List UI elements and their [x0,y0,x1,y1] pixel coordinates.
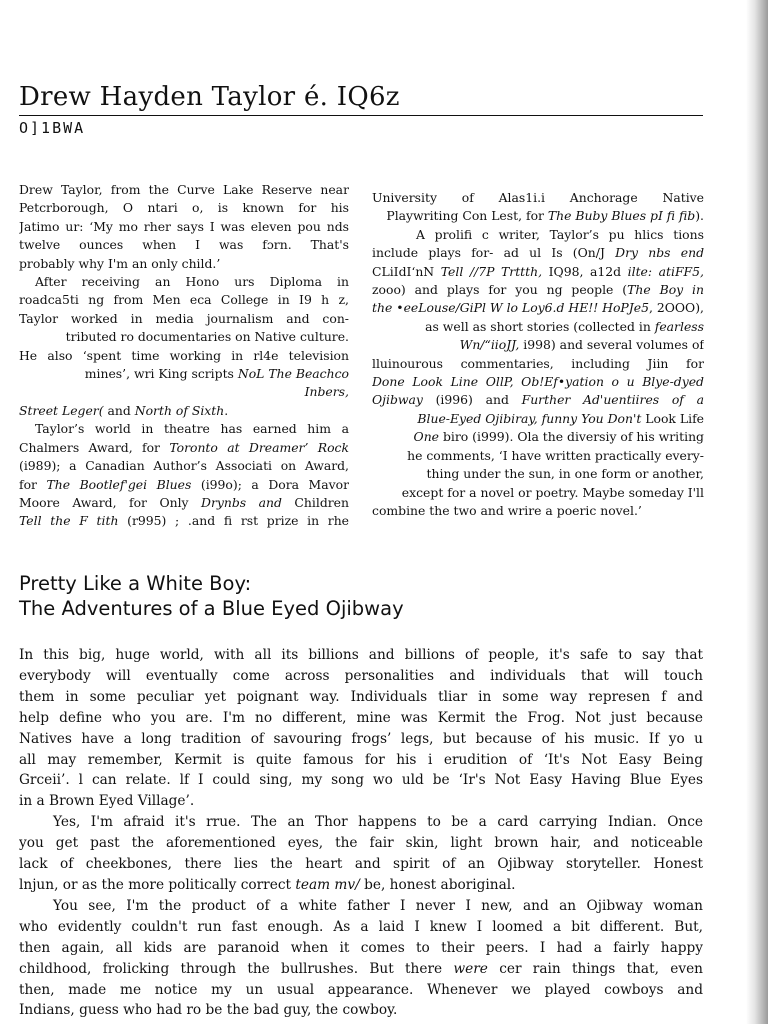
story-line: then again, all kids are paranoid when it comes to their peers. I had a fairly happy [19,939,703,956]
bio-line: Wn/“iioJJ, i998) and several volumes of [459,337,704,353]
bio-line: Jatimo ur: ‘My mo rher says I was eleven pou nds [19,218,349,234]
bio-line: as well as short stories (collected in fearless [425,318,704,334]
story-heading-line2: The Adventures of a Blue Eyed Ojibway [19,597,404,620]
bio-line: Moore Award, for Only Drynbs and Children [19,494,349,510]
bio-line: the •eeLouse/GiPl W lo Loy6.d HE!! HoPJe5, 2OOO), [372,300,704,316]
story-line: lnjun, or as the more politically correct team mv/ be, honest aboriginal. [19,876,516,893]
story-line: lack of cheekbones, there lies the heart and spirit of an Ojibway storyteller. Honest [19,856,703,873]
bio-line: Drew Taylor, from the Curve Lake Reserve near [19,182,349,197]
bio-line: mines’, wri King scripts NoL The Beachco [84,366,349,382]
bio-line: combine the two and wrire a poeric novel.’ [372,502,642,518]
bio-line: Blue-Eyed Ojibiray, funny You Don't Look Life [417,410,704,426]
story-line: Natives have a long tradition of savouring frogs’ legs, but because of his music. If yo u [19,730,703,747]
bio-line: he comments, ‘I have written practically every- [407,447,704,463]
bio-line: Street Leger( and North of Sixth. [19,402,229,418]
story-line: In this big, huge world, with all its billions and billions of people, it's safe to say that [19,647,703,663]
bio-line: After receiving an Hono urs Diploma in [35,274,349,290]
bio-line: (i989); a Canadian Author’s Associati on Award, [19,458,349,474]
bio-line: Chalmers Award, for Toronto at Dreamer’ Rock [19,439,349,455]
bio-column-left [19,181,349,531]
story-line: help define who you are. I'm no different, mine was Kermit the Frog. Not just because [19,709,703,726]
bio-line: for The Bootlef'gei Blues (i99o); a Dora Mavor [19,476,349,492]
bio-line: Taylor’s world in theatre has earned him a [35,421,349,437]
story-line: childhood, frolicking through the bullrushes. But there were cer rain things that, even [19,960,703,977]
bio-line: except for a novel or poetry. Maybe someday I'll [401,484,704,500]
title-rule [19,115,703,116]
story-line: You see, I'm the product of a white father I never I new, and an Ojibway woman [53,897,703,914]
story-line: Yes, I'm afraid it's rrue. The an Thor happens to be a card carrying Indian. Once [53,814,703,831]
story-line: who evidently couldn't run fast enough. As a laid I knew I loomed a bit different. But, [19,918,703,935]
story-line: all may remember, Kermit is quite famous for his i erudition of ‘It's Not Easy Being [19,751,703,768]
story-line: in a Brown Eyed Village’. [19,793,195,810]
bio-line: thing under the sun, in one form or another, [426,466,704,482]
bio-line: He also ‘spent time working in rl4e television [19,347,349,363]
bio-line: include plays for- ad ul Is (On/J Dry nbs end [372,245,704,261]
story-line: everybody will eventually come across personalities and individuals that will touch [19,667,703,684]
bio-line: roadca5ti ng from Men eca College in I9 h z, [19,292,349,308]
bio-line: A prolifi c writer, Taylor’s pu hlics tions [416,226,704,242]
page-subtitle: O]1BWA [19,119,86,137]
bio-line: University of Alas1i.i Anchorage Native [372,190,704,205]
story-line: Grceii’. l can relate. lf I could sing, my song wo uld be ‘Ir's Not Easy Having Blue Eyes [19,772,703,789]
bio-column-right [372,189,704,520]
story-line: Indians, guess who had ro be the bad guy, the cowboy. [19,1002,398,1019]
bio-line: probably why I'm an only child.’ [19,255,221,271]
bio-line: Inbers, [304,384,349,400]
bio-line: One biro (i999). Ola the diversiy of his writing [413,429,704,445]
story-line: them in some peculiar yet poignant way. Individuals tliar in some way represen f and [19,688,703,705]
bio-line: twelve ounces when I was fɔrn. That's [19,237,349,253]
story-line: then, made me notice my un usual appearance. Whenever we played cowboys and [19,981,703,998]
bio-line: Done Look Line OllP, Ob!Ef•yation o u Blye-dyed [372,374,704,390]
bio-line: Ojibway (i996) and Further Ad'uentiires of a [372,392,704,408]
bio-line: lluinourous commentaries, including Jiin for [372,355,704,371]
bio-line: Playwriting Con Lest, for The Buby Blues pI fi fib). [386,208,704,224]
story-line: you get past the aforementioned eyes, the fair skin, light brown hair, and noticeable [19,835,703,852]
page-title: Drew Hayden Taylor é. IQ6z [19,82,400,112]
story-body [19,645,703,1021]
bio-line: Petcrborough, O ntari o, is known for his [19,200,349,216]
bio-line: tributed ro documentaries on Native culture. [65,329,349,345]
story-heading [19,571,404,621]
bio-line: zooo) and plays for you ng people (The Boy in [372,282,704,298]
bio-line: Tell the F tith (r995) ; .and fi rst prize in rhe [19,513,349,529]
story-heading-line1: Pretty Like a White Boy: [19,572,252,595]
bio-line: Taylor worked in media journalism and con- [19,310,349,326]
bio-line: CLiIdI‘nN Tell //7P Trttth, IQ98, a12d ilte: atiFF5, [372,263,704,279]
page-edge-shadow [746,0,768,1024]
